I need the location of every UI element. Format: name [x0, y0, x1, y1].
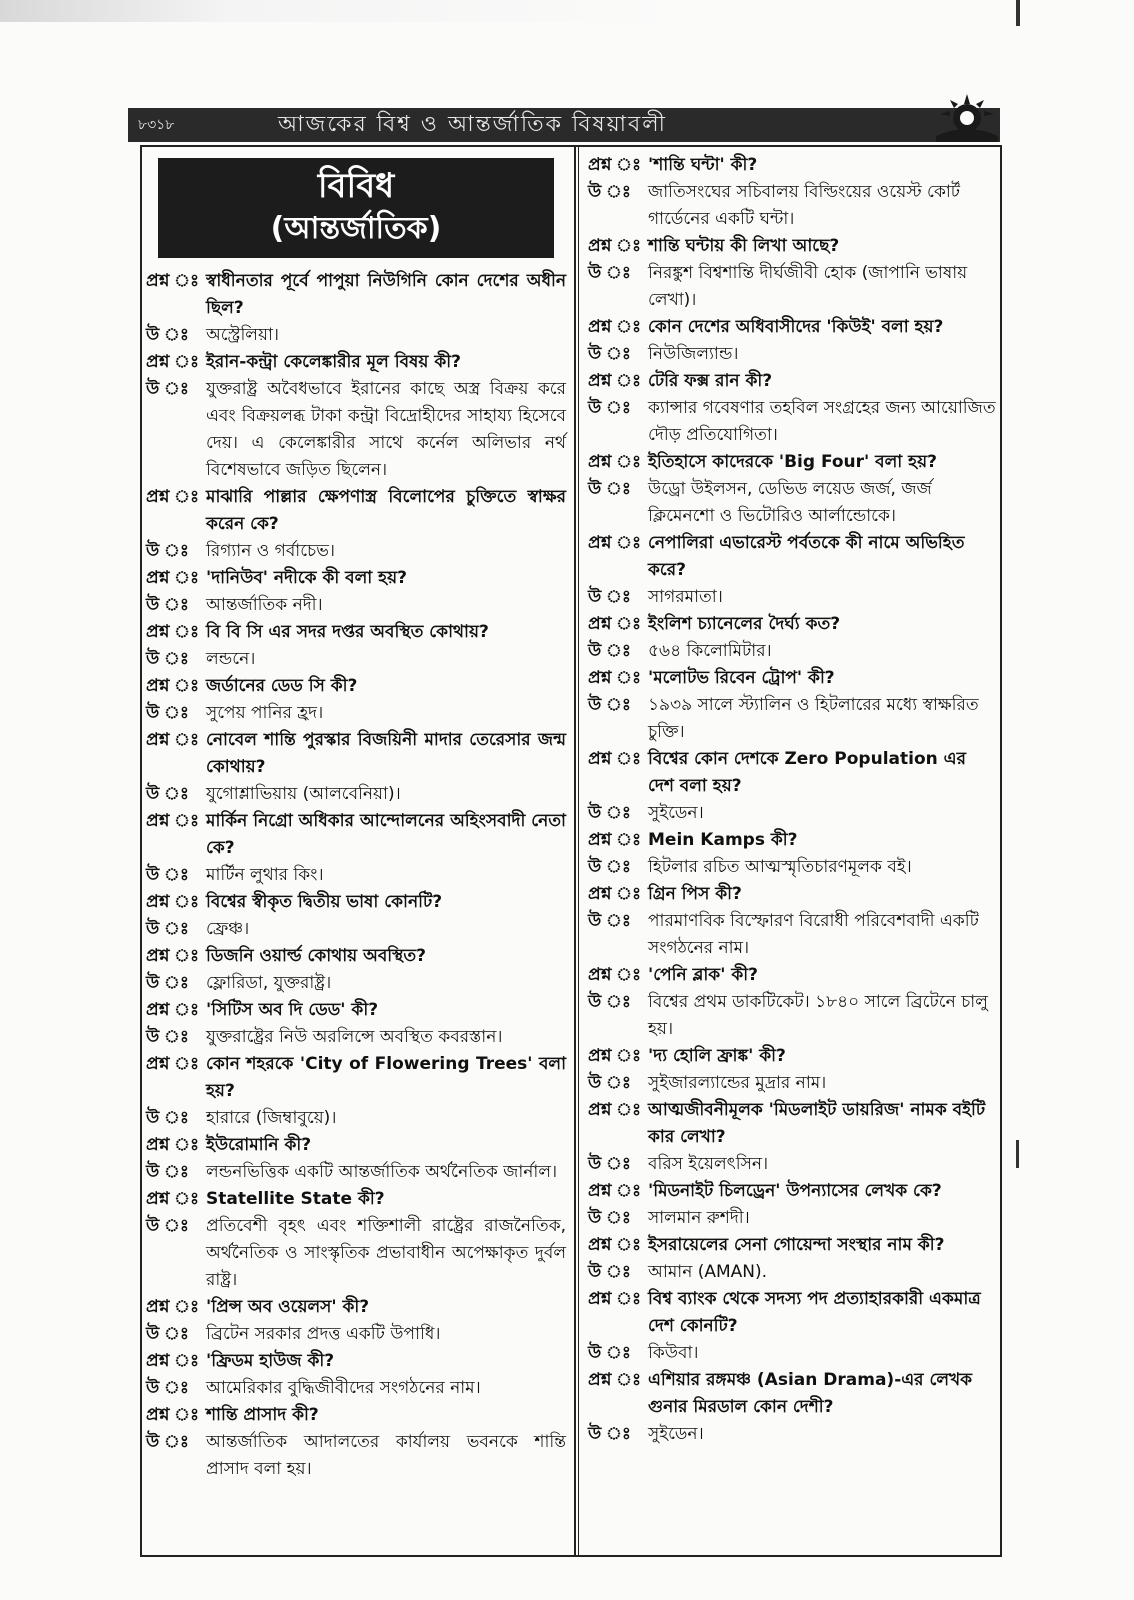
question-text: ইউরোমানি কী? — [206, 1135, 312, 1155]
question-text: মাঝারি পাল্লার ক্ষেপণাস্ত্র বিলোপের চুক্তিতে স্বাক্ষর করেন কে? — [206, 487, 566, 534]
answer-label: উ ঃ — [146, 541, 189, 561]
answer-text: যুক্তরাষ্ট্রের নিউ অরলিন্সে অবস্থিত কবরস্তান। — [206, 1027, 503, 1047]
answer-text: বরিস ইয়েলৎসিন। — [648, 1154, 769, 1174]
answer-text: আমেরিকার বুদ্ধিজীবীদের সংগঠনের নাম। — [206, 1378, 481, 1398]
answer-item — [588, 908, 996, 962]
answer-text: উড্রো উইলসন, ডেভিড লয়েড জর্জ, জর্জ ক্লিমেনশো ও ভিটোরিও আর্লান্ডোকে। — [648, 479, 932, 526]
answer-label: উ ঃ — [146, 703, 189, 723]
question-text: 'মিডনাইট চিলড্রেন' উপন্যাসের লেখক কে? — [648, 1181, 942, 1201]
answer-item — [146, 700, 566, 727]
answer-label: উ ঃ — [588, 1073, 631, 1093]
answer-item — [588, 395, 996, 449]
question-text: 'দানিউব' নদীকে কী বলা হয়? — [206, 568, 407, 588]
answer-item — [146, 1213, 566, 1294]
answer-label: উ ঃ — [146, 379, 189, 399]
answer-label: উ ঃ — [588, 1424, 631, 1444]
answer-item — [146, 1024, 566, 1051]
question-label: প্রশ্ন ঃ — [146, 352, 200, 372]
question-text: বিশ্বের স্বীকৃত দ্বিতীয় ভাষা কোনটি? — [206, 892, 443, 912]
answer-text: ১৯৩৯ সালে স্ট্যালিন ও হিটলারের মধ্যে স্বাক্ষরিত চুক্তি। — [648, 695, 979, 742]
right-column — [588, 152, 996, 1448]
question-text: ইতিহাসে কাদেরকে 'Big Four' বলা হয়? — [648, 452, 937, 472]
question-item — [146, 808, 566, 862]
question-label: প্রশ্ন ঃ — [588, 1235, 642, 1255]
answer-label: উ ঃ — [588, 857, 631, 877]
question-label: প্রশ্ন ঃ — [588, 371, 642, 391]
answer-text: আন্তর্জাতিক আদালতের কার্যালয় ভবনকে শান্তি প্রাসাদ বলা হয়। — [206, 1432, 566, 1479]
question-text: গ্রিন পিস কী? — [648, 884, 742, 904]
answer-text: হিটলার রচিত আত্মস্মৃতিচারণমূলক বই। — [648, 857, 912, 877]
question-text: 'সিটিস অব দি ডেড' কী? — [206, 1000, 379, 1020]
question-label: প্রশ্ন ঃ — [146, 1297, 200, 1317]
question-text: ইংলিশ চ্যানেলের দৈর্ঘ্য কত? — [648, 614, 841, 634]
question-text: কোন শহরকে 'City of Flowering Trees' বলা হয়? — [206, 1054, 566, 1101]
question-label: প্রশ্ন ঃ — [588, 236, 642, 256]
answer-text: জাতিসংঘের সচিবালয় বিল্ডিংয়ের ওয়েস্ট কোর্ট গার্ডেনের একটি ঘন্টা। — [648, 182, 961, 229]
question-label: প্রশ্ন ঃ — [146, 622, 200, 642]
answer-label: উ ঃ — [588, 1343, 631, 1363]
question-item — [588, 962, 996, 989]
question-item — [146, 997, 566, 1024]
answer-label: উ ঃ — [588, 641, 631, 661]
answer-item — [146, 1321, 566, 1348]
answer-text: ব্রিটেন সরকার প্রদত্ত একটি উপাধি। — [206, 1324, 441, 1344]
qa-list-right — [588, 152, 996, 1448]
question-label: প্রশ্ন ঃ — [588, 668, 642, 688]
question-text: Mein Kamps কী? — [648, 830, 798, 850]
answer-text: সাগরমাতা। — [648, 587, 723, 607]
question-item — [588, 233, 996, 260]
question-item — [146, 673, 566, 700]
question-item — [588, 611, 996, 638]
question-item — [146, 1348, 566, 1375]
answer-item — [588, 1151, 996, 1178]
answer-label: উ ঃ — [146, 784, 189, 804]
answer-label: উ ঃ — [588, 695, 631, 715]
answer-item — [588, 989, 996, 1043]
answer-label: উ ঃ — [588, 1208, 631, 1228]
question-label: প্রশ্ন ঃ — [588, 1289, 642, 1309]
question-text: ইরান-কন্ট্রা কেলেঙ্কারীর মূল বিষয় কী? — [206, 352, 461, 372]
answer-item — [146, 322, 566, 349]
answer-item — [588, 638, 996, 665]
question-item — [146, 1132, 566, 1159]
column-divider — [574, 147, 579, 1555]
question-label: প্রশ্ন ঃ — [588, 965, 642, 985]
answer-text: মার্টিন লুথার কিং। — [206, 865, 324, 885]
answer-text: নিউজিল্যান্ড। — [648, 344, 739, 364]
question-item — [588, 746, 996, 800]
answer-text: কিউবা। — [648, 1343, 699, 1363]
answer-item — [146, 1105, 566, 1132]
question-item — [588, 665, 996, 692]
question-text: স্বাধীনতার পূর্বে পাপুয়া নিউগিনি কোন দেশের অধীন ছিল? — [206, 271, 566, 318]
answer-item — [588, 1340, 996, 1367]
answer-label: উ ঃ — [146, 1108, 189, 1128]
question-item — [146, 727, 566, 781]
question-label: প্রশ্ন ঃ — [146, 811, 200, 831]
question-text: জর্ডানের ডেড সি কী? — [206, 676, 358, 696]
answer-label: উ ঃ — [146, 973, 189, 993]
question-text: ইসরায়েলের সেনা গোয়েন্দা সংস্থার নাম কী? — [648, 1235, 945, 1255]
question-text: টেরি ফক্স রান কী? — [648, 371, 773, 391]
answer-label: উ ঃ — [588, 992, 631, 1012]
answer-text: ৫৬৪ কিলোমিটার। — [648, 641, 772, 661]
question-item — [588, 368, 996, 395]
question-text: কোন দেশের অধিবাসীদের 'কিউই' বলা হয়? — [648, 317, 944, 337]
answer-text: লন্ডনে। — [206, 649, 256, 669]
answer-label: উ ঃ — [588, 398, 631, 418]
question-item — [588, 1286, 996, 1340]
answer-text: প্রতিবেশী বৃহৎ এবং শক্তিশালী রাষ্ট্রের রাজনৈতিক, অর্থনৈতিক ও সাংস্কৃতিক প্রভাবাধীন অপেক্ষাকৃত দুর্বল রাষ্ট্র। — [206, 1216, 566, 1290]
question-label: প্রশ্ন ঃ — [146, 676, 200, 696]
answer-item — [146, 781, 566, 808]
answer-text: যুক্তরাষ্ট্র অবৈধভাবে ইরানের কাছে অস্ত্র বিক্রয় করে এবং বিক্রয়লব্ধ টাকা কন্ট্রা বিদ্রোহীদের সাহায্য হিসেবে দেয়। এ কেলেঙ্কারীর সাথে কর্নেল অলিভার নর্থ বিশেষভাবে জড়িত ছিলেন। — [206, 379, 566, 480]
question-item — [146, 1402, 566, 1429]
answer-item — [588, 854, 996, 881]
question-label: প্রশ্ন ঃ — [146, 946, 200, 966]
question-text: 'শান্তি ঘন্টা' কী? — [648, 155, 758, 175]
left-column — [146, 152, 566, 1483]
question-item — [146, 565, 566, 592]
answer-label: উ ঃ — [588, 182, 631, 202]
answer-item — [588, 260, 996, 314]
question-text: এশিয়ার রঙ্গমঞ্চ (Asian Drama)-এর লেখক গুনার মিরডাল কোন দেশী? — [648, 1370, 973, 1417]
answer-item — [146, 1429, 566, 1483]
question-text: নোবেল শান্তি পুরস্কার বিজয়িনী মাদার তেরেসার জন্ম কোথায়? — [206, 730, 566, 777]
answer-item — [588, 341, 996, 368]
question-label: প্রশ্ন ঃ — [146, 568, 200, 588]
question-item — [146, 943, 566, 970]
scan-shadow — [0, 0, 1134, 22]
question-item — [146, 619, 566, 646]
question-text: বিশ্বের কোন দেশকে Zero Population এর দেশ বলা হয়? — [648, 749, 966, 796]
question-item — [588, 1232, 996, 1259]
answer-item — [146, 592, 566, 619]
answer-item — [146, 376, 566, 484]
question-item — [588, 1178, 996, 1205]
question-label: প্রশ্ন ঃ — [588, 614, 642, 634]
question-label: প্রশ্ন ঃ — [146, 1135, 200, 1155]
question-label: প্রশ্ন ঃ — [588, 749, 642, 769]
question-text: নেপালিরা এভারেস্ট পর্বতকে কী নামে অভিহিত করে? — [648, 533, 965, 580]
answer-item — [588, 179, 996, 233]
answer-text: সুপেয় পানির হ্রদ। — [206, 703, 324, 723]
answer-label: উ ঃ — [146, 595, 189, 615]
answer-item — [146, 916, 566, 943]
question-label: প্রশ্ন ঃ — [588, 1046, 642, 1066]
answer-label: উ ঃ — [146, 1162, 189, 1182]
answer-item — [146, 1159, 566, 1186]
answer-text: ফ্লোরিডা, যুক্তরাষ্ট্র। — [206, 973, 332, 993]
answer-item — [146, 970, 566, 997]
question-item — [146, 1186, 566, 1213]
answer-item — [588, 584, 996, 611]
answer-text: হারারে (জিম্বাবুয়ে)। — [206, 1108, 337, 1128]
answer-text: সালমান রুশদী। — [648, 1208, 750, 1228]
question-item — [588, 881, 996, 908]
question-item — [588, 314, 996, 341]
question-label: প্রশ্ন ঃ — [146, 892, 200, 912]
answer-text: নিরঙ্কুশ বিশ্বশান্তি দীর্ঘজীবী হোক (জাপানি ভাষায় লেখা)। — [648, 263, 968, 310]
answer-label: উ ঃ — [588, 587, 631, 607]
question-label: প্রশ্ন ঃ — [588, 830, 642, 850]
question-item — [588, 152, 996, 179]
scan-edge-mark — [1016, 0, 1020, 26]
question-text: 'মলোটভ রিবেন ট্রোপ' কী? — [648, 668, 835, 688]
qa-list-left — [146, 268, 566, 1483]
scan-edge-mark — [1016, 1140, 1019, 1168]
answer-label: উ ঃ — [146, 1216, 189, 1236]
question-label: প্রশ্ন ঃ — [588, 884, 642, 904]
question-item — [146, 1051, 566, 1105]
question-text: 'দ্য হোলি ফ্রাঙ্ক' কী? — [648, 1046, 786, 1066]
answer-text: সুইজারল্যান্ডের মুদ্রার নাম। — [648, 1073, 827, 1093]
sun-emblem-icon — [932, 92, 1002, 144]
question-text: ডিজনি ওয়ার্ল্ড কোথায় অবস্থিত? — [206, 946, 427, 966]
question-item — [146, 268, 566, 322]
answer-label: উ ঃ — [146, 865, 189, 885]
answer-text: আন্তর্জাতিক নদী। — [206, 595, 323, 615]
running-title: আজকের বিশ্ব ও আন্তর্জাতিক বিষয়াবলী — [278, 111, 667, 137]
section-title-sub: (আন্তর্জাতিক) — [270, 211, 442, 246]
answer-text: আমান (AMAN). — [648, 1262, 768, 1282]
answer-text: সুইডেন। — [648, 803, 704, 823]
question-label: প্রশ্ন ঃ — [588, 1100, 642, 1120]
answer-label: উ ঃ — [588, 803, 631, 823]
question-text: শান্তি প্রাসাদ কী? — [206, 1405, 319, 1425]
page-number: ৮৩১৮ — [138, 117, 175, 133]
question-text: বি বি সি এর সদর দপ্তর অবস্থিত কোথায়? — [206, 622, 489, 642]
section-title — [158, 158, 554, 258]
question-label: প্রশ্ন ঃ — [146, 1405, 200, 1425]
question-label: প্রশ্ন ঃ — [588, 533, 642, 553]
answer-text: ফ্রেঞ্চ। — [206, 919, 250, 939]
answer-item — [588, 1205, 996, 1232]
question-text: মার্কিন নিগ্রো অধিকার আন্দোলনের অহিংসবাদী নেতা কে? — [206, 811, 566, 858]
question-label: প্রশ্ন ঃ — [146, 1189, 200, 1209]
answer-item — [588, 1259, 996, 1286]
answer-text: অস্ট্রেলিয়া। — [206, 325, 279, 345]
question-item — [146, 349, 566, 376]
answer-label: উ ঃ — [588, 1154, 631, 1174]
answer-label: উ ঃ — [146, 919, 189, 939]
answer-item — [588, 1421, 996, 1448]
question-text: Statellite State কী? — [206, 1189, 385, 1209]
section-title-main: বিবিধ — [317, 166, 395, 206]
answer-item — [146, 538, 566, 565]
answer-item — [588, 1070, 996, 1097]
question-text: শান্তি ঘন্টায় কী লিখা আছে? — [648, 236, 840, 256]
question-item — [588, 1043, 996, 1070]
question-item — [588, 1097, 996, 1151]
answer-item — [146, 1375, 566, 1402]
answer-label: উ ঃ — [146, 1432, 189, 1452]
answer-text: রিগ্যান ও গর্বাচেভ। — [206, 541, 335, 561]
answer-label: উ ঃ — [588, 479, 631, 499]
question-item — [146, 484, 566, 538]
question-text: 'প্রিন্স অব ওয়েলস' কী? — [206, 1297, 370, 1317]
answer-label: উ ঃ — [588, 1262, 631, 1282]
answer-label: উ ঃ — [146, 1324, 189, 1344]
question-label: প্রশ্ন ঃ — [146, 730, 200, 750]
answer-text: সুইডেন। — [648, 1424, 704, 1444]
answer-label: উ ঃ — [588, 911, 631, 931]
answer-label: উ ঃ — [146, 1027, 189, 1047]
question-item — [146, 1294, 566, 1321]
question-text: বিশ্ব ব্যাংক থেকে সদস্য পদ প্রত্যাহারকারী একমাত্র দেশ কোনটি? — [648, 1289, 981, 1336]
answer-text: লন্ডনভিত্তিক একটি আন্তর্জাতিক অর্থনৈতিক জার্নাল। — [206, 1162, 558, 1182]
page-header — [128, 108, 1000, 142]
question-label: প্রশ্ন ঃ — [588, 1370, 642, 1390]
question-label: প্রশ্ন ঃ — [146, 1000, 200, 1020]
answer-item — [146, 862, 566, 889]
question-label: প্রশ্ন ঃ — [146, 271, 200, 291]
answer-text: যুগোশ্লাভিয়ায় (আলবেনিয়া)। — [206, 784, 401, 804]
question-item — [146, 889, 566, 916]
question-label: প্রশ্ন ঃ — [588, 155, 642, 175]
question-item — [588, 1367, 996, 1421]
answer-item — [588, 476, 996, 530]
question-label: প্রশ্ন ঃ — [588, 317, 642, 337]
answer-item — [146, 646, 566, 673]
answer-text: পারমাণবিক বিস্ফোরণ বিরোধী পরিবেশবাদী একটি সংগঠনের নাম। — [648, 911, 979, 958]
answer-item — [588, 692, 996, 746]
question-label: প্রশ্ন ঃ — [146, 1054, 200, 1074]
question-label: প্রশ্ন ঃ — [146, 1351, 200, 1371]
answer-text: বিশ্বের প্রথম ডাকটিকেট। ১৮৪০ সালে ব্রিটেনে চালু হয়। — [648, 992, 988, 1039]
answer-item — [588, 800, 996, 827]
question-label: প্রশ্ন ঃ — [146, 487, 200, 507]
question-text: 'পেনি ব্লাক' কী? — [648, 965, 758, 985]
question-text: আত্মজীবনীমূলক 'মিডলাইট ডায়রিজ' নামক বইটি কার লেখা? — [648, 1100, 986, 1147]
question-item — [588, 530, 996, 584]
answer-label: উ ঃ — [146, 649, 189, 669]
answer-label: উ ঃ — [588, 344, 631, 364]
question-item — [588, 449, 996, 476]
answer-label: উ ঃ — [146, 1378, 189, 1398]
answer-label: উ ঃ — [588, 263, 631, 283]
answer-label: উ ঃ — [146, 325, 189, 345]
question-label: প্রশ্ন ঃ — [588, 1181, 642, 1201]
question-item — [588, 827, 996, 854]
question-label: প্রশ্ন ঃ — [588, 452, 642, 472]
answer-text: ক্যান্সার গবেষণার তহবিল সংগ্রহের জন্য আয়োজিত দৌড় প্রতিযোগিতা। — [648, 398, 996, 445]
question-text: 'ফ্রিডম হাউজ কী? — [206, 1351, 335, 1371]
